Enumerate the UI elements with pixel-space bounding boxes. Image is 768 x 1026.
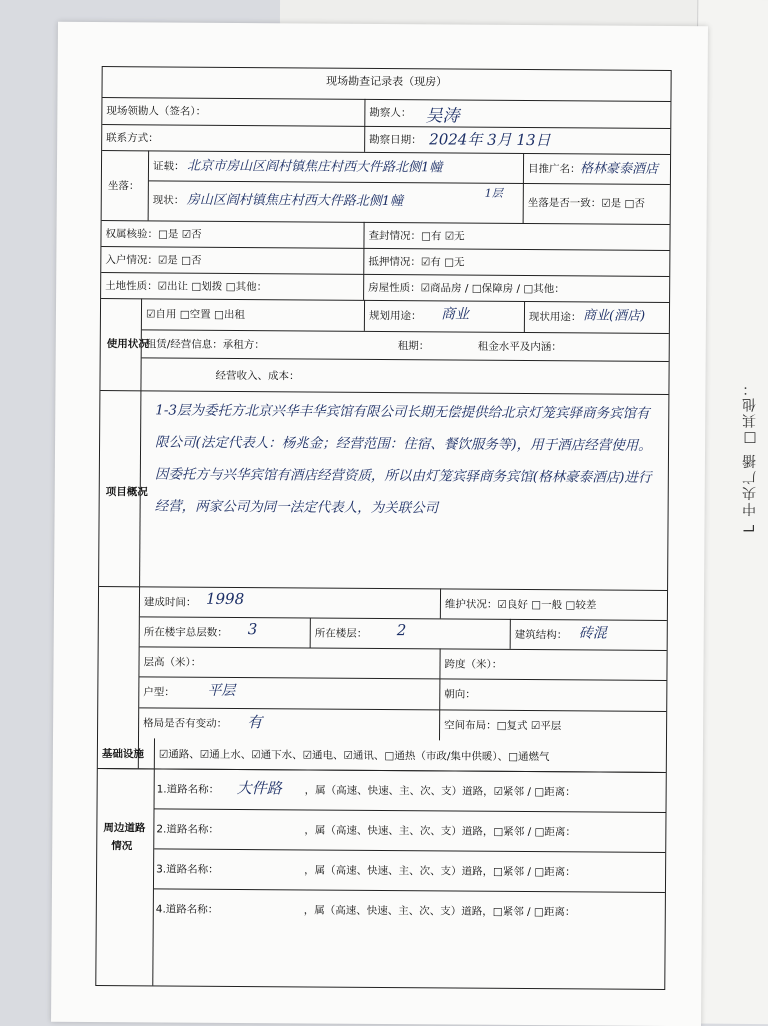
location-label: 坐落： [107,180,140,193]
road-row: 3.道路名称： ，属（高速、快速、主、次、支）道路，□紧邻 / □距离： [154,848,665,893]
access-status: 入户情况：☑是 □否 [105,254,202,267]
surveyor-signature: 吴涛 [425,106,460,127]
current-value: 房山区阎村镇焦庄村西大件路北侧1幢 [186,192,404,210]
current-suffix: 1层 [484,186,503,200]
land-nature: 土地性质：☑出让 □划拨 □其他： [105,280,268,294]
survey-paper [51,22,708,1026]
lease-info: 租赁/经营信息：承租方： [145,338,265,352]
ownership-check: 权属核验：□是 ☑否 [105,228,202,241]
span-label: 跨度（米）： [444,658,503,671]
cert-value: 北京市房山区阎村镇焦庄村西大件路北侧1幢 [186,158,443,176]
location-row [102,150,670,225]
road-name-value: 大件路 [236,778,282,798]
usage-options: ☑自用 □空置 □出租 [145,308,245,322]
side-sheet-text: L 中央广播 □其他： [742,380,758,533]
roads-label-line1: 周边道路 [103,822,146,835]
build-year-value: 1998 [205,589,245,609]
roads-label-line2: 情况 [111,840,133,853]
space-layout: 空间布局：□复式 ☑平层 [444,719,562,733]
layout-change-value: 有 [247,713,263,732]
road-row: 1.道路名称： 大件路 ，属（高速、快速、主、次、支）道路，☑紧邻 / □距离： [155,768,666,813]
usage-block [100,298,669,395]
structure-value: 砖混 [578,625,607,642]
unit-type-value: 平层 [207,682,236,699]
current-use-label: 现状用途： [528,311,582,324]
cert-label: 证载： [152,160,185,173]
orientation-label: 朝向： [444,688,476,701]
maintenance-status: 维护状况：☑良好 □一般 □较差 [444,598,597,612]
road-row: 4.道路名称： ，属（高速、快速、主、次、支）道路，□紧邻 / □距离： [155,903,576,919]
unit-type-label: 户型： [143,686,175,699]
total-floors-value: 3 [247,620,258,639]
house-nature: 房屋性质：☑商品房 / □保障房 / □其他： [368,281,565,296]
road-row: 2.道路名称： ，属（高速、快速、主、次、支）道路，□紧邻 / □距离： [154,808,665,853]
floor-value: 2 [396,621,407,640]
infra-label: 基础设施 [101,748,144,761]
seizure-status: 查封情况：□有 ☑无 [368,229,465,243]
infra-value: ☑通路、☑通上水、☑通下水、☑通电、☑通讯、□通热（市政/集中供暖）、□通燃气 [158,748,550,764]
survey-form [95,66,671,990]
structure-label: 建筑结构： [514,628,568,642]
planned-use-value: 商业 [440,306,470,323]
lease-term: 租期： [397,340,430,353]
overview-text: 1-3层为委托方北京兴华丰华宾馆有限公司长期无偿提供给北京灯笼宾驿商务宾馆有限公司(法定代表人：杨兆金；经营范围：住宿、餐饮服务等)，用于酒店经营使用。因委托方与兴华宾馆有酒店经营资质，所以由灯笼宾驿商务宾馆(格林豪泰酒店)进行经营，两家公司为同一法定代表人，为关联公司 [154,402,652,517]
planned-use-label: 规划用途： [368,309,422,323]
rent-level: 租金水平及内涵： [477,340,562,354]
total-floors-label: 所在楼宇总层数： [143,626,228,639]
mortgage-status: 抵押情况：☑有 □无 [368,255,465,269]
overview-label: 项目概况 [105,486,148,499]
promo-value: 格林豪泰酒店 [579,161,659,177]
current-use-value: 商业(酒店) [582,308,646,324]
overview-row [99,390,668,591]
roads-block [96,768,666,989]
surveyor-label: 勘察人： [369,106,412,120]
build-year-label: 建成时间： [143,596,197,609]
layout-change-label: 格局是否有变动： [143,717,228,730]
floor-label: 所在楼层： [314,627,368,640]
survey-person-label: 现场领勘人（签名）： [106,105,207,118]
usage-label: 使用状况 [106,338,149,351]
survey-date-value: 2024年 3月 13日 [429,130,551,150]
ceiling-height-label: 层高（米）： [143,656,202,669]
contact-label: 联系方式： [106,132,159,145]
current-label: 现状： [152,194,185,207]
income-cost: 经营收入、成本： [215,369,300,383]
survey-date-label: 勘察日期： [369,133,422,147]
promo-label: 目推广名： [527,163,581,176]
location-match: 坐落是否一致：☑是 □否 [527,197,645,210]
form-title: 现场勘查记录表（现房） [326,74,448,89]
